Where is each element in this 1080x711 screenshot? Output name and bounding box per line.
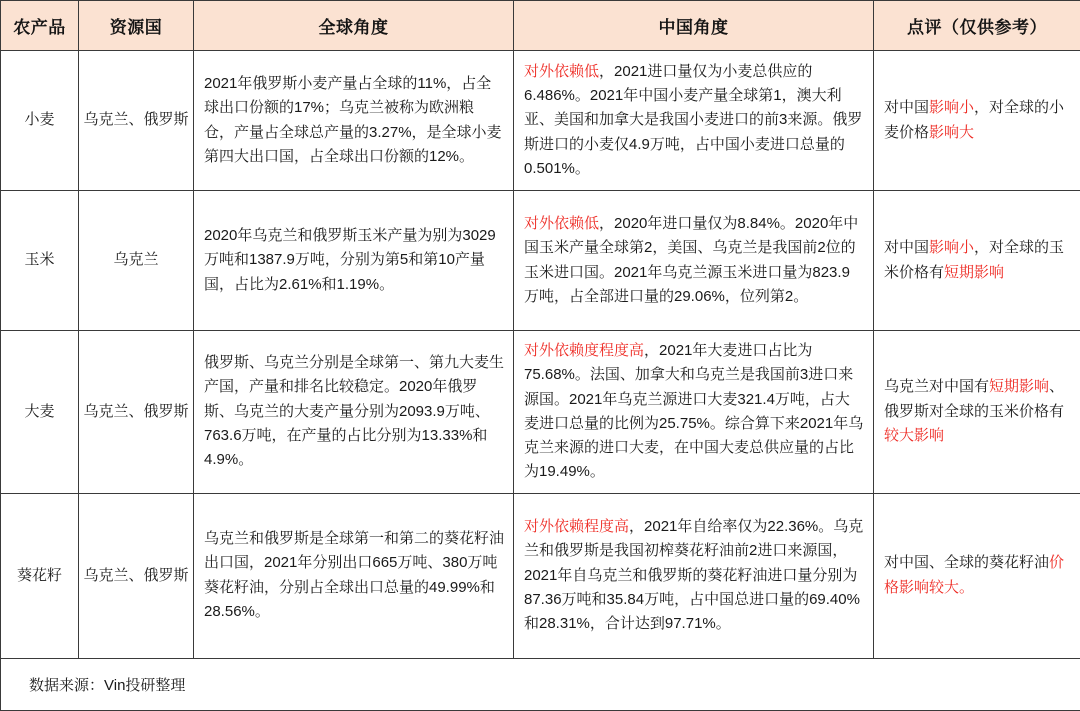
cell-comment [874,493,1080,658]
cell-comment [874,51,1080,191]
comment-text: 乌克兰对中国有 [884,378,989,395]
cell-global-view: 2020年乌克兰和俄罗斯玉米产量为别为3029万吨和1387.9万吨，分别为第5和第10产量国，占比为2.61%和1.19%。 [194,191,514,331]
cell-source-country: 乌克兰、俄罗斯 [79,493,194,658]
cell-china-view [514,493,874,658]
table-body [1,51,1080,711]
cell-product: 小麦 [1,51,79,191]
comment-text: 对中国、全球的葵花籽油 [884,554,1049,571]
comment-highlight: 影响大 [929,124,974,141]
comment-text: 、俄罗斯对全球的玉米价格有 [884,378,1064,419]
comment-text: ，对全球的小麦价格 [884,99,1064,140]
cell-global-view: 俄罗斯、乌克兰分别是全球第一、第九大麦生产国，产量和排名比较稳定。2020年俄罗斯、乌克兰的大麦产量分别为2093.9万吨、763.6万吨，在产量的占比分别为13.33%和4.9%。 [194,331,514,494]
comment-text: ，对全球的玉米价格有 [884,239,1064,280]
cell-product: 玉米 [1,191,79,331]
china-view-highlight: 对外依赖程度高 [524,518,629,535]
comment-text: 对中国 [884,99,929,116]
cell-comment [874,191,1080,331]
cell-global-view: 乌克兰和俄罗斯是全球第一和第二的葵花籽油出口国，2021年分别出口665万吨、380万吨葵花籽油，分别占全球出口总量的49.99%和28.56%。 [194,493,514,658]
cell-source-country: 乌克兰、俄罗斯 [79,51,194,191]
table-footer-row [1,658,1080,710]
comment-text: 对中国 [884,239,929,256]
cell-china-view [514,51,874,191]
comment-highlight: 短期影响 [944,264,1004,281]
cell-comment [874,331,1080,494]
col-source-country: 资源国 [79,1,194,51]
table-row [1,331,1080,494]
china-view-rest: ，2021年自给率仅为22.36%。乌克兰和俄罗斯是我国初榨葵花籽油前2进口来源国，2021年自乌克兰和俄罗斯的葵花籽油进口量分别为87.36万吨和35.84万吨，占中国总进口量的69.40%和28.31%，合计达到97.71%。 [524,518,863,632]
header-row [1,1,1080,51]
china-view-highlight: 对外依赖低 [524,215,599,232]
cell-china-view [514,191,874,331]
table-row [1,493,1080,658]
col-comment: 点评（仅供参考） [874,1,1080,51]
comment-highlight: 影响小 [929,99,974,116]
china-view-rest: ，2021年大麦进口占比为75.68%。法国、加拿大和乌克兰是我国前3进口来源国。2021年乌克兰源进口大麦321.4万吨，占大麦进口总量的比例为25.75%。综合算下来2021年乌克兰来源的进口大麦，在中国大麦总供应量的占比为19.49%。 [524,342,863,480]
cell-china-view [514,331,874,494]
china-view-rest: ，2021进口量仅为小麦总供应的6.486%。2021年中国小麦产量全球第1，澳大利亚、美国和加拿大是我国小麦进口的前3来源。俄罗斯进口的小麦仅4.9万吨，占中国小麦进口总量的0.501%。 [524,63,862,177]
china-view-rest: ，2020年进口量仅为8.84%。2020年中国玉米产量全球第2，美国、乌克兰是我国前2位的玉米进口国。2021年乌克兰源玉米进口量为823.9万吨，占全部进口量的29.06%，位列第2。 [524,215,858,305]
cell-product: 大麦 [1,331,79,494]
comment-highlight: 短期影响 [989,378,1049,395]
col-product: 农产品 [1,1,79,51]
comment-highlight: 价格影响较大。 [884,554,1064,595]
table-row [1,191,1080,331]
table-header [1,1,1080,51]
col-china-view: 中国角度 [514,1,874,51]
cell-global-view: 2021年俄罗斯小麦产量占全球的11%，占全球出口份额的17%；乌克兰被称为欧洲粮仓，产量占全球总产量的3.27%，是全球小麦第四大出口国，占全球出口份额的12%。 [194,51,514,191]
cell-product: 葵花籽 [1,493,79,658]
table-row [1,51,1080,191]
col-global-view: 全球角度 [194,1,514,51]
china-view-highlight: 对外依赖度程度高 [524,342,644,359]
comment-highlight: 较大影响 [884,427,944,444]
china-view-highlight: 对外依赖低 [524,63,599,80]
cell-source-country: 乌克兰、俄罗斯 [79,331,194,494]
cell-source-country: 乌克兰 [79,191,194,331]
comment-highlight: 影响小 [929,239,974,256]
data-source-note: 数据来源：Vin投研整理 [1,658,1080,710]
